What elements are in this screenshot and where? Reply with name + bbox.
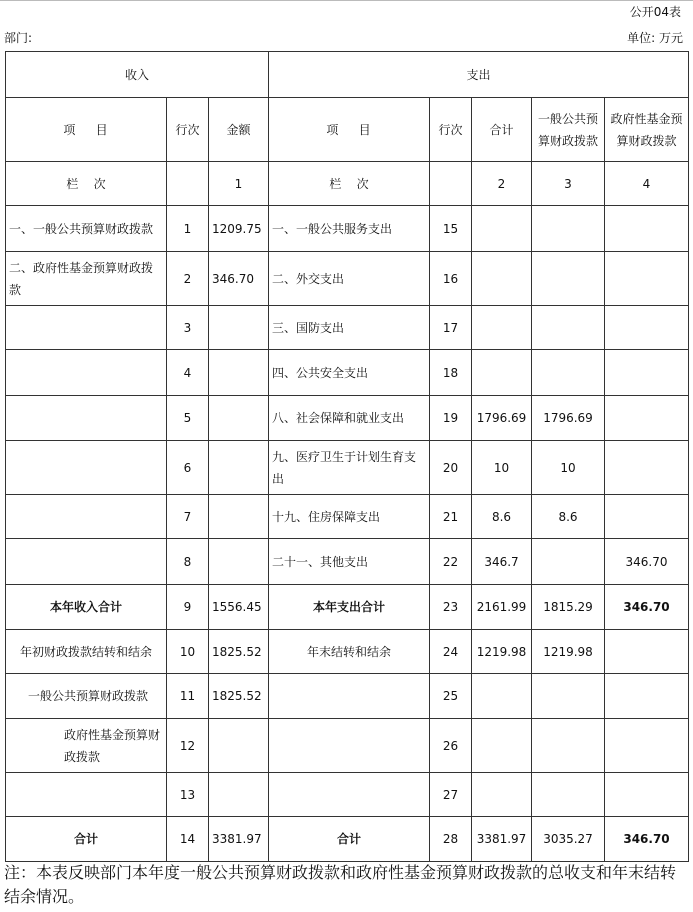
expense-gov-fund-cell [605,495,689,539]
col-gov-fund-header: 政府性基金预算财政拨款 [605,98,689,162]
department-label: 部门: [4,31,33,45]
expense-general-cell [532,206,605,252]
expense-gov-fund-cell [605,773,689,817]
income-item-cell [6,539,167,585]
table-row [6,674,689,719]
expense-row-number-cell: 28 [430,817,472,862]
expense-row-number-cell: 21 [430,495,472,539]
income-row-number-cell: 1 [167,206,209,252]
expense-row-number-cell: 17 [430,306,472,350]
income-item-cell: 一般公共预算财政拨款 [6,674,167,719]
expense-item-cell [269,674,430,719]
expense-item-cell: 八、社会保障和就业支出 [269,396,430,441]
income-amount-cell: 346.70 [209,252,269,306]
expense-general-cell [532,350,605,396]
expense-gov-fund-cell [605,630,689,674]
table-row [6,630,689,674]
income-amount-cell [209,441,269,495]
income-amount-cell [209,350,269,396]
expense-item-cell [269,773,430,817]
table-row [6,585,689,630]
expense-row-number-cell: 18 [430,350,472,396]
expense-item-cell: 四、公共安全支出 [269,350,430,396]
expense-item-cell: 三、国防支出 [269,306,430,350]
expense-general-cell: 1796.69 [532,396,605,441]
index-empty [167,162,209,206]
table-row [6,719,689,773]
table-row [6,396,689,441]
expense-general-cell [532,719,605,773]
income-row-number-cell: 9 [167,585,209,630]
expense-row-number-cell: 27 [430,773,472,817]
income-row-number-cell: 10 [167,630,209,674]
unit-label: 单位: 万元 [627,31,683,45]
col-row-header: 行次 [167,98,209,162]
income-item-cell: 二、政府性基金预算财政拨款 [6,252,167,306]
index-row [6,162,689,206]
col-item2-header: 项 目 [269,98,430,162]
expense-total-cell: 2161.99 [472,585,532,630]
income-amount-cell [209,495,269,539]
expense-total-cell: 10 [472,441,532,495]
expense-gov-fund-cell [605,396,689,441]
income-row-number-cell: 2 [167,252,209,306]
income-amount-cell [209,773,269,817]
table-row [6,306,689,350]
expense-row-number-cell: 16 [430,252,472,306]
expense-total-cell: 3381.97 [472,817,532,862]
table-row [6,252,689,306]
expense-item-cell: 九、医疗卫生于计划生育支出 [269,441,430,495]
group-header-row [6,52,689,98]
expense-gov-fund-cell [605,674,689,719]
income-row-number-cell: 11 [167,674,209,719]
table-row [6,817,689,862]
expense-total-cell [472,252,532,306]
expense-gov-fund-cell: 346.70 [605,539,689,585]
expense-item-cell: 一、一般公共服务支出 [269,206,430,252]
expense-gov-fund-cell [605,206,689,252]
income-item-cell [6,306,167,350]
column-header-row [6,98,689,162]
index-3: 3 [532,162,605,206]
income-amount-cell [209,306,269,350]
expense-gov-fund-cell [605,252,689,306]
income-row-number-cell: 5 [167,396,209,441]
expense-item-cell: 二、外交支出 [269,252,430,306]
expense-total-cell: 8.6 [472,495,532,539]
top-rule [0,0,693,1]
expense-gov-fund-cell [605,306,689,350]
expense-general-cell: 10 [532,441,605,495]
income-amount-cell [209,396,269,441]
table-row [6,495,689,539]
expense-total-cell: 1219.98 [472,630,532,674]
expense-item-cell: 合计 [269,817,430,862]
income-amount-cell [209,539,269,585]
income-item-cell: 一、一般公共预算财政拨款 [6,206,167,252]
expense-gov-fund-cell [605,719,689,773]
expense-total-cell [472,306,532,350]
income-item-cell: 政府性基金预算财政拨款 [6,719,167,773]
income-item-cell: 年初财政拨款结转和结余 [6,630,167,674]
income-item-cell [6,350,167,396]
income-amount-cell: 1556.45 [209,585,269,630]
table-row [6,350,689,396]
income-amount-cell [209,719,269,773]
expense-row-number-cell: 22 [430,539,472,585]
expense-row-number-cell: 26 [430,719,472,773]
expense-item-cell: 十九、住房保障支出 [269,495,430,539]
index-empty2 [430,162,472,206]
expense-general-cell [532,306,605,350]
expense-gov-fund-cell [605,350,689,396]
index-4: 4 [605,162,689,206]
income-amount-cell: 3381.97 [209,817,269,862]
col-amount-header: 金额 [209,98,269,162]
expense-row-number-cell: 24 [430,630,472,674]
income-item-cell: 本年收入合计 [6,585,167,630]
income-group-header: 收入 [6,52,269,98]
expense-gov-fund-cell: 346.70 [605,817,689,862]
expense-total-cell [472,350,532,396]
income-row-number-cell: 8 [167,539,209,585]
index-label: 栏 次 [6,162,167,206]
income-amount-cell: 1209.75 [209,206,269,252]
income-item-cell [6,441,167,495]
expense-total-cell [472,674,532,719]
index-1: 1 [209,162,269,206]
income-row-number-cell: 12 [167,719,209,773]
expense-item-cell [269,719,430,773]
expense-item-cell: 年末结转和结余 [269,630,430,674]
index-2: 2 [472,162,532,206]
income-item-cell [6,773,167,817]
expense-general-cell: 1219.98 [532,630,605,674]
income-item-cell [6,495,167,539]
expense-general-cell: 1815.29 [532,585,605,630]
income-item-cell: 合计 [6,817,167,862]
expense-general-cell [532,252,605,306]
expense-item-cell: 本年支出合计 [269,585,430,630]
expense-general-cell [532,674,605,719]
expense-total-cell: 1796.69 [472,396,532,441]
index-label2: 栏 次 [269,162,430,206]
income-row-number-cell: 14 [167,817,209,862]
expense-row-number-cell: 19 [430,396,472,441]
expense-total-cell [472,719,532,773]
col-row2-header: 行次 [430,98,472,162]
table-row [6,539,689,585]
budget-table [5,51,689,862]
expense-row-number-cell: 25 [430,674,472,719]
income-row-number-cell: 13 [167,773,209,817]
income-row-number-cell: 6 [167,441,209,495]
expense-row-number-cell: 20 [430,441,472,495]
expense-group-header: 支出 [269,52,689,98]
expense-total-cell: 346.7 [472,539,532,585]
col-total-header: 合计 [472,98,532,162]
expense-item-cell: 二十一、其他支出 [269,539,430,585]
expense-general-cell: 3035.27 [532,817,605,862]
table-row [6,441,689,495]
expense-general-cell: 8.6 [532,495,605,539]
expense-total-cell [472,773,532,817]
income-row-number-cell: 3 [167,306,209,350]
income-amount-cell: 1825.52 [209,630,269,674]
expense-gov-fund-cell: 346.70 [605,585,689,630]
col-general-header: 一般公共预算财政拨款 [532,98,605,162]
col-item-header: 项 目 [6,98,167,162]
expense-row-number-cell: 15 [430,206,472,252]
expense-gov-fund-cell [605,441,689,495]
income-amount-cell: 1825.52 [209,674,269,719]
footnote: 注：本表反映部门本年度一般公共预算财政拨款和政府性基金预算财政拨款的总收支和年末结转结余情况。 [4,863,677,906]
income-row-number-cell: 4 [167,350,209,396]
table-row [6,773,689,817]
expense-general-cell [532,773,605,817]
expense-row-number-cell: 23 [430,585,472,630]
table-row [6,206,689,252]
income-item-cell [6,396,167,441]
form-code: 公开04表 [629,5,681,19]
income-row-number-cell: 7 [167,495,209,539]
expense-general-cell [532,539,605,585]
expense-total-cell [472,206,532,252]
